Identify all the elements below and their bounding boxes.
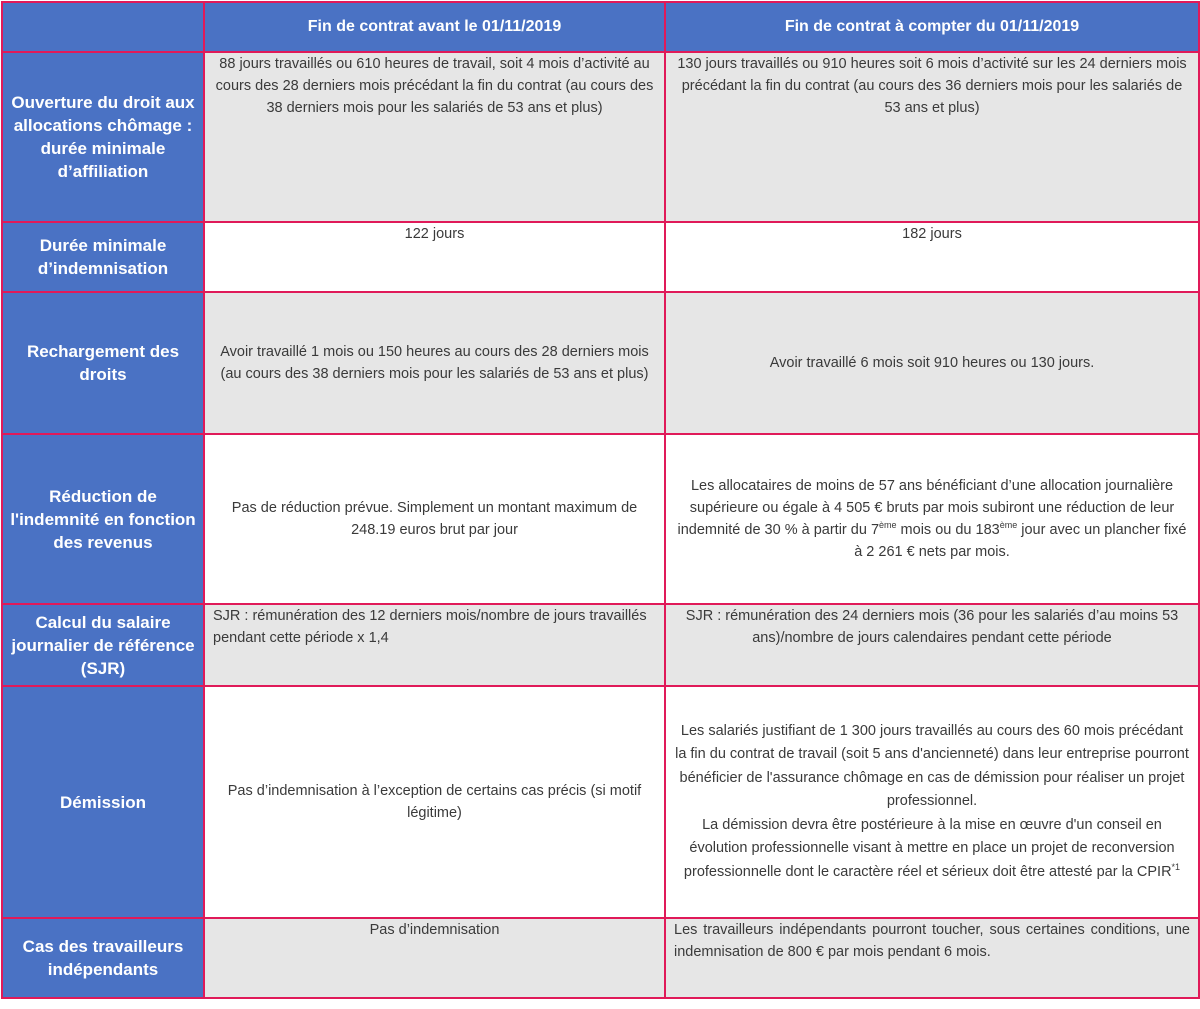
cell-affiliation-after: 130 jours travaillés ou 910 heures soit 6 mois d’activité sur les 24 derniers mois précédant la fin du contrat (au cours des 36 derniers mois pour les salariés de 53 ans et plus) <box>665 52 1199 222</box>
row-independants <box>2 918 1199 998</box>
row-label-rechargement: Rechargement des droits <box>2 292 204 434</box>
cell-reduction-after <box>665 434 1199 604</box>
row-demission <box>2 686 1199 918</box>
row-reduction <box>2 434 1199 604</box>
row-rechargement <box>2 292 1199 434</box>
row-label-reduction: Réduction de l'indemnité en fonction des revenus <box>2 434 204 604</box>
cell-duree-after: 182 jours <box>665 222 1199 292</box>
header-row <box>2 2 1199 52</box>
row-label-affiliation: Ouverture du droit aux allocations chômage : durée minimale d’affiliation <box>2 52 204 222</box>
reduction-after-sup-2: ème <box>999 520 1018 531</box>
reduction-after-text-3: jour avec un plancher fixé à 2 261 € nets par mois. <box>854 522 1187 560</box>
demission-after-paragraph-2: La démission devra être postérieure à la mise en œuvre d'un conseil en évolution professionnelle visant à mettre en place un projet de reconversion professionnelle dont le caractère réel et sérieux doit être attesté par la CPIR <box>683 816 1175 880</box>
cell-rechargement-before: Avoir travaillé 1 mois ou 150 heures au cours des 28 derniers mois (au cours des 38 derniers mois pour les salariés de 53 ans et plus) <box>204 292 665 434</box>
row-sjr <box>2 604 1199 686</box>
demission-after-paragraph-1: Les salariés justifiant de 1 300 jours travaillés au cours des 60 mois précédant la fin du contrat de travail (soit 5 ans d'ancienneté) dans leur entreprise pourront bénéficier de l'assurance chômage en cas de démission pour réaliser un projet professionnel. <box>675 722 1189 810</box>
cell-independants-after: Les travailleurs indépendants pourront toucher, sous certaines conditions, une indemnisation de 800 € par mois pendant 6 mois. <box>665 918 1199 998</box>
row-label-sjr: Calcul du salaire journalier de référence (SJR) <box>2 604 204 686</box>
row-label-independants: Cas des travailleurs indépendants <box>2 918 204 998</box>
row-affiliation <box>2 52 1199 222</box>
cell-demission-before: Pas d’indemnisation à l’exception de certains cas précis (si motif légitime) <box>204 686 665 918</box>
cell-sjr-after: SJR : rémunération des 24 derniers mois (36 pour les salariés d’au moins 53 ans)/nombre de jours calendaires pendant cette période <box>665 604 1199 686</box>
reduction-after-text-1: Les allocataires de moins de 57 ans bénéficiant d’une allocation journalière supérieure ou égale à 4 505 € bruts par mois subiront une réduction de leur indemnité de 30 % à partir du 7 <box>677 478 1175 538</box>
comparison-table <box>1 1 1200 999</box>
header-before-2019: Fin de contrat avant le 01/11/2019 <box>204 2 665 52</box>
cell-duree-before: 122 jours <box>204 222 665 292</box>
cell-rechargement-after: Avoir travaillé 6 mois soit 910 heures ou 130 jours. <box>665 292 1199 434</box>
cell-demission-after <box>665 686 1199 918</box>
cell-independants-before: Pas d’indemnisation <box>204 918 665 998</box>
row-duree-indemnisation <box>2 222 1199 292</box>
header-after-2019: Fin de contrat à compter du 01/11/2019 <box>665 2 1199 52</box>
row-label-demission: Démission <box>2 686 204 918</box>
demission-after-footnote: *1 <box>1171 861 1181 872</box>
reduction-after-sup-1: ème <box>879 520 897 531</box>
cell-reduction-before: Pas de réduction prévue. Simplement un montant maximum de 248.19 euros brut par jour <box>204 434 665 604</box>
reduction-after-text-2: mois ou du 183 <box>896 522 1000 538</box>
row-label-duree-indemnisation: Durée minimale d’indemnisation <box>2 222 204 292</box>
header-corner-cell <box>2 2 204 52</box>
cell-sjr-before: SJR : rémunération des 12 derniers mois/nombre de jours travaillés pendant cette période x 1,4 <box>204 604 665 686</box>
cell-affiliation-before: 88 jours travaillés ou 610 heures de travail, soit 4 mois d’activité au cours des 28 derniers mois précédant la fin du contrat (au cours des 38 derniers mois pour les salariés de 53 ans et plus) <box>204 52 665 222</box>
